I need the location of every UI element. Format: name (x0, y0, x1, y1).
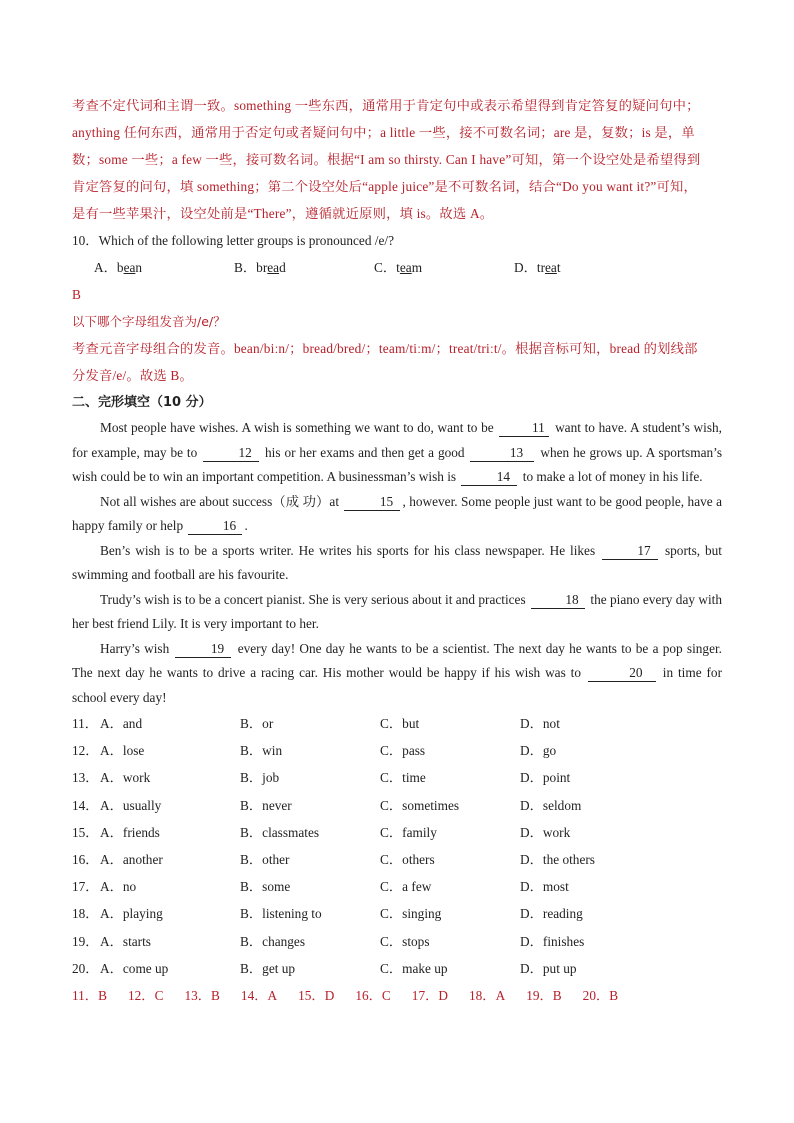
blank-14: 14 (461, 469, 517, 486)
choice-row: 11． A．and B．or C．but D．not (72, 716, 560, 731)
question-10 (72, 227, 722, 389)
option-b: B．bread (234, 260, 286, 275)
passage-paragraph: Ben’s wish is to be a sports writer. He writes his sports for his class newspaper. He likes 17 sports, but swimming and football are his favourite. (72, 542, 722, 582)
answer-item: 18．A (469, 988, 506, 1004)
question-10-translation: 以下哪个字母组发音为/e/？ (72, 314, 226, 329)
passage-paragraph: Most people have wishes. A wish is something we want to do, want to be 11 want to have. A student’s wish, for example, may be to 12 his or her exams and then get a good 13 when he grows up. A sportsman’s wish could be to win an important competition. A businessman’s wish is 14 to make a lot of money in his life. (72, 420, 722, 484)
blank-19: 19 (175, 641, 231, 658)
blank-12: 12 (203, 445, 259, 462)
answer-item: 11．B (72, 988, 107, 1004)
question-10-explanation (72, 335, 722, 389)
blank-15: 15 (344, 494, 400, 511)
choice-row: 16． A．another B．other C．others D．the others (72, 852, 595, 868)
option-a: A．bean (94, 260, 143, 275)
answer-item: 12．C (127, 988, 164, 1004)
option-c: C．team (374, 260, 423, 275)
passage-paragraph: Harry’s wish 19 every day! One day he wants to be a scientist. The next day he wants to be a pop singer. The next day he wants to drive a racing car. His mother would be happy if his wish was to 20 in time for school every day! (72, 640, 722, 705)
q9-explanation (72, 92, 722, 227)
blank-17: 17 (602, 543, 658, 560)
choice-list (72, 710, 722, 982)
blank-13: 13 (470, 445, 534, 462)
choice-row: 19． A．starts B．changes C．stops D．finishes (72, 933, 585, 949)
choice-row: 18． A．playing B．listening to C．singing D．reading (72, 906, 583, 922)
answer-item: 13．B (184, 988, 220, 1004)
question-10-answer: B (72, 287, 81, 302)
choice-row: 13． A．work B．job C．time D．point (72, 770, 571, 786)
explanation-line: 考查不定代词和主谓一致。something 一些东西，通常用于肯定句中或表示希望得到肯定答复的疑问句中； (72, 98, 700, 113)
explanation-line: 分发音/e/。故选 B。 (72, 368, 193, 383)
answer-item: 14．A (240, 988, 278, 1004)
answer-item: 16．C (355, 988, 391, 1004)
passage-paragraph: Trudy’s wish is to be a concert pianist. She is very serious about it and practices 18 the piano every day with her best friend Lily. It is very important to her. (72, 591, 723, 631)
question-10-text: 10．Which of the following letter groups is pronounced /e/? (72, 233, 395, 248)
explanation-line: 考查元音字母组合的发音。bean/biːn/；bread/bred/；team/tiːm/；treat/triːt/。根据音标可知，bread 的划线部 (72, 341, 698, 356)
question-10-options (72, 254, 722, 281)
choice-row: 14． A．usually B．never C．sometimes D．seldom (72, 797, 582, 813)
blank-20: 20 (588, 665, 656, 682)
answer-item: 17．D (411, 988, 448, 1004)
explanation-line: 肯定答复的问句，填 something；第二个设空处后“apple juice”是不可数名词，结合“Do you want it?”可知， (72, 179, 698, 194)
passage-paragraph: Not all wishes are about success（成 功）at 15 , however. Some people just want to be good people, have a happy family or help 16 . (72, 493, 722, 533)
blank-16: 16 (188, 518, 242, 535)
answer-item: 15．D (298, 988, 335, 1004)
document-page (72, 92, 722, 1010)
answer-key (72, 982, 722, 1010)
cloze-passage (72, 416, 722, 710)
explanation-line: 是有一些苹果汁，设空处前是“There”，遵循就近原则，填 is。故选 A。 (72, 206, 494, 221)
choice-row: 15． A．friends B．classmates C．family D．work (72, 824, 571, 840)
section-title: 二、完形填空（10 分） (72, 395, 212, 410)
choice-row: 17． A．no B．some C．a few D．most (72, 879, 569, 895)
answer-item: 19．B (526, 988, 562, 1004)
explanation-line: anything 任何东西，通常用于否定句或者疑问句中；a little 一些，接不可数名词；are 是，复数；is 是，单 (72, 125, 695, 140)
choice-row: 12． A．lose B．win C．pass D．go (72, 743, 557, 759)
explanation-line: 数；some 一些；a few 一些，接可数名词。根据“I am so thirsty. Can I have”可知，第一个设空处是希望得到 (72, 152, 701, 167)
option-d: D．treat (514, 260, 561, 275)
blank-11: 11 (499, 420, 549, 437)
answer-item: 20．B (582, 988, 619, 1004)
choice-row: 20． A．come up B．get up C．make up D．put up (72, 960, 577, 976)
blank-18: 18 (531, 592, 585, 609)
